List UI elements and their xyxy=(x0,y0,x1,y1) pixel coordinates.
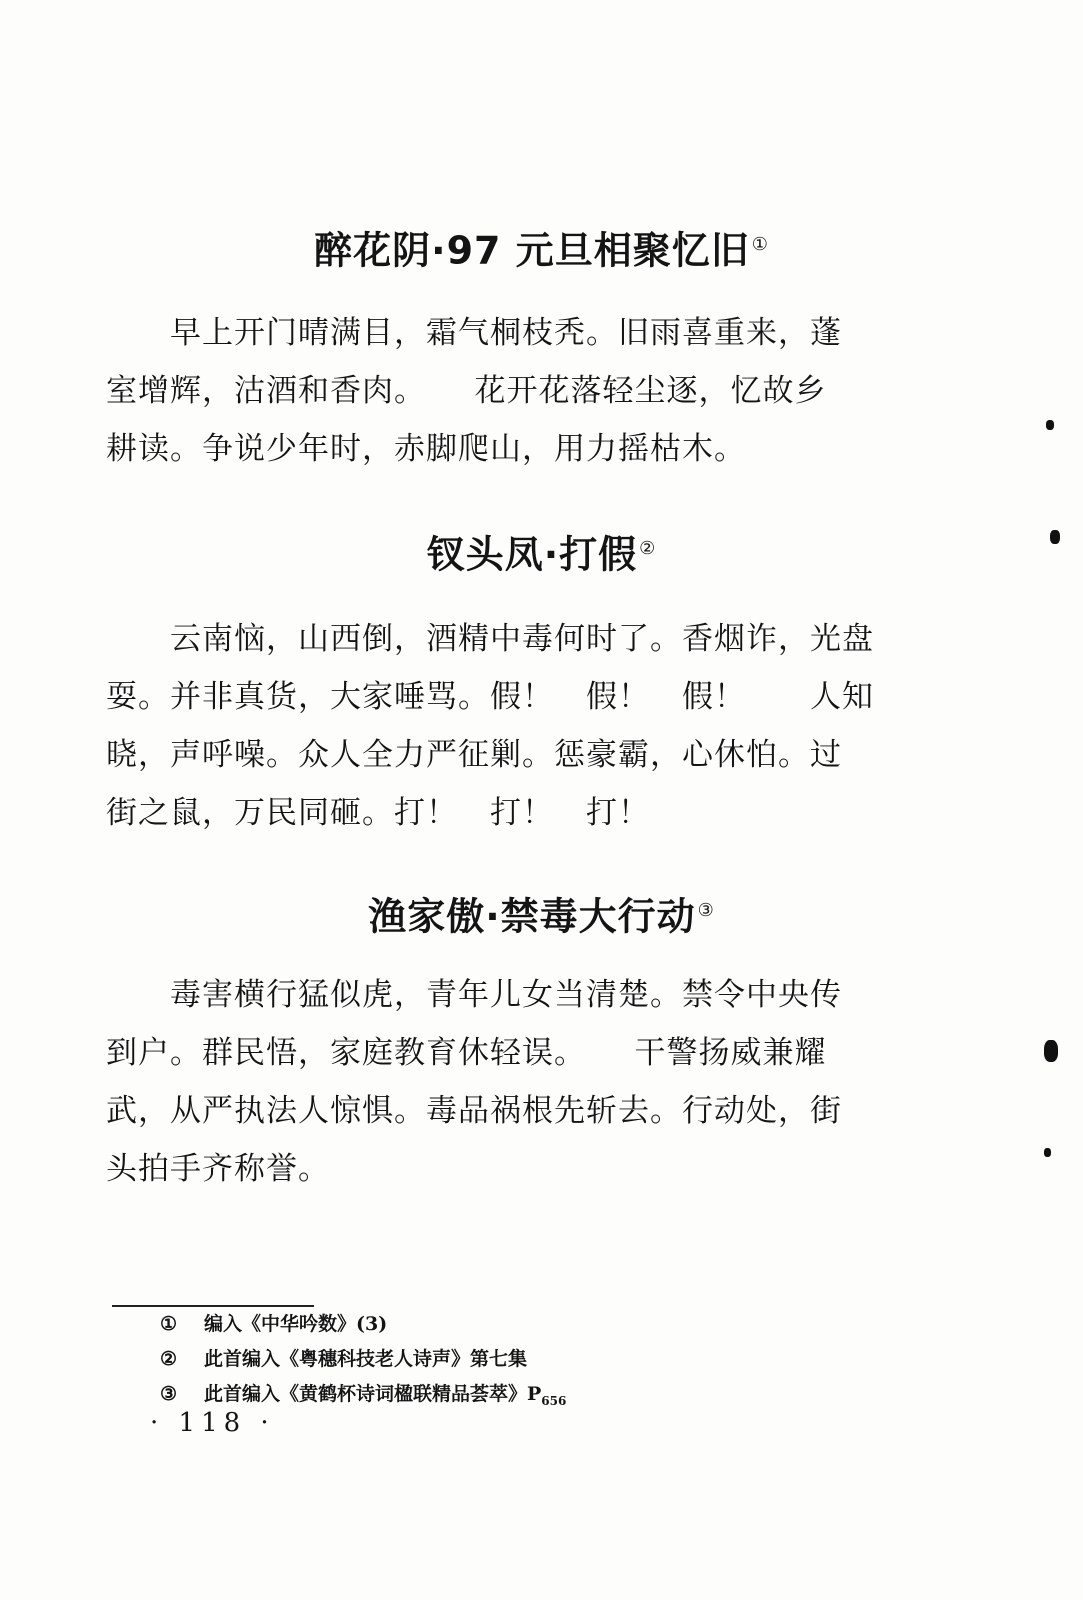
poem-body-1 xyxy=(106,304,936,478)
scan-speck xyxy=(1044,1148,1051,1157)
poem-title-2 xyxy=(0,524,1083,580)
footnote-text: 此首编入《黄鹤杯诗词楹联精品荟萃》P xyxy=(204,1382,542,1405)
footnote-number: ① xyxy=(160,1313,178,1335)
scan-speck xyxy=(1044,1040,1058,1062)
footnote-number: ③ xyxy=(160,1382,178,1405)
verse-line: 室增辉，沽酒和香肉。 花开花落轻尘逐，忆故乡 xyxy=(106,373,827,409)
footnote-mark: ③ xyxy=(697,900,715,921)
page-number: · 118 · xyxy=(150,1408,275,1438)
footnote-number: ② xyxy=(160,1347,178,1370)
verse-line: 耕读。争说少年时，赤脚爬山，用力摇枯木。 xyxy=(106,431,746,467)
poem-title-text: 醉花阴·97 元旦相聚忆旧 xyxy=(314,228,750,273)
verse-line: 头拍手齐称誉。 xyxy=(106,1151,330,1187)
footnote-divider xyxy=(112,1305,314,1307)
verse-line: 毒害横行猛似虎，青年儿女当清楚。禁令中央传 xyxy=(170,977,842,1013)
footnote-mark: ① xyxy=(751,234,769,255)
verse-line: 耍。并非真货，大家唾骂。假！ 假！ 假！ 人知 xyxy=(106,679,874,715)
poem-body-2 xyxy=(106,610,936,842)
footnotes xyxy=(160,1310,860,1414)
footnote-subscript: 656 xyxy=(541,1393,567,1408)
poem-body-3 xyxy=(106,966,936,1198)
scan-speck xyxy=(1050,530,1060,544)
footnote-item xyxy=(160,1310,860,1345)
footnote-text: 此首编入《粤穗科技老人诗声》第七集 xyxy=(204,1347,528,1370)
footnote-text: 编入《中华吟数》(3) xyxy=(204,1313,388,1335)
verse-line: 到户。群民悟，家庭教育休轻误。 干警扬威兼耀 xyxy=(106,1035,827,1071)
footnote-mark: ② xyxy=(639,538,657,559)
verse-line: 武，从严执法人惊惧。毒品祸根先斩去。行动处，街 xyxy=(106,1093,842,1129)
verse-line: 晓，声呼噪。众人全力严征剿。惩豪霸，心休怕。过 xyxy=(106,737,842,773)
poem-title-1 xyxy=(0,220,1083,276)
verse-line: 早上开门晴满目，霜气桐枝秃。旧雨喜重来，蓬 xyxy=(170,315,842,351)
verse-line: 云南恼，山西倒，酒精中毒何时了。香烟诈，光盘 xyxy=(170,621,874,657)
poem-title-3 xyxy=(0,886,1083,942)
poem-title-text: 钗头凤·打假 xyxy=(426,532,638,577)
scan-speck xyxy=(1046,420,1054,430)
poem-title-text: 渔家傲·禁毒大行动 xyxy=(368,894,696,939)
footnote-item xyxy=(160,1345,860,1380)
verse-line: 街之鼠，万民同砸。打！ 打！ 打！ xyxy=(106,795,650,831)
